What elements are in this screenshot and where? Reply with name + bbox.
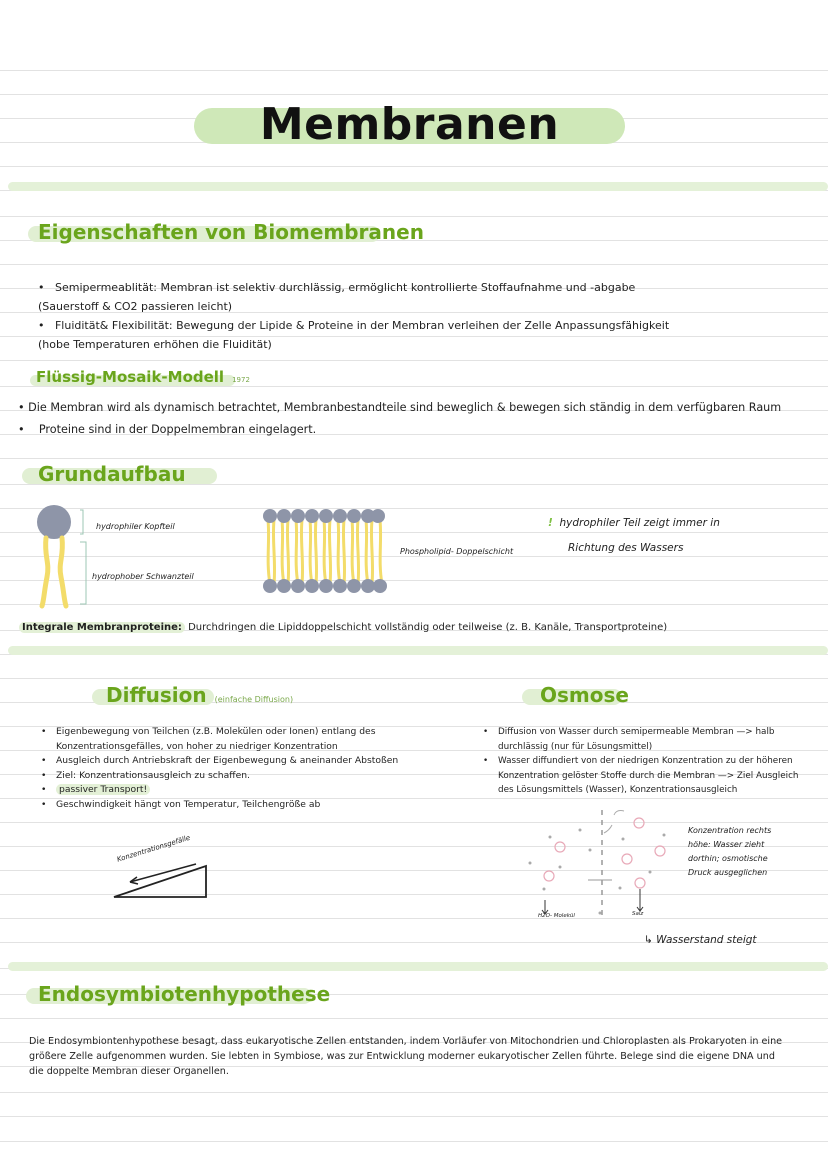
- arrow-return-icon: ↳: [644, 934, 653, 946]
- lipid-bilayer-icon: [260, 506, 390, 596]
- list-item-cont: (Sauerstoff & CO2 passieren leicht): [38, 300, 233, 313]
- osmosis-note: Konzentration rechts höhe: Wasser zieht dorthin; osmotische Druck ausgeglichen: [688, 826, 772, 877]
- label-water-molecule: H2O- Molekül: [538, 913, 575, 919]
- list-item: • Die Membran wird als dynamisch betrachtet, Membranbestandteile sind beweglich & bewegen sich ständig in dem verfügbaren Raum: [18, 401, 782, 414]
- water-level-note: ↳ Wasserstand steigt: [644, 934, 757, 946]
- list-item: • Fluidität& Flexibilität: Bewegung der Lipide & Proteine in der Membran verleihen der Zelle Anpassungsfähigkeit: [38, 319, 670, 332]
- integral-proteins: Integrale Membranproteine: Durchdringen die Lipiddoppelschicht vollständig oder teilweise (z. B. Kanäle, Transportproteine): [19, 621, 667, 635]
- diffusion-subheading: (einfache Diffusion): [214, 695, 294, 704]
- bilayer-note-line2: Richtung des Wassers: [568, 542, 684, 554]
- list-item: • Proteine sind in der Doppelmembran eingelagert.: [18, 423, 317, 436]
- list-item: • Diffusion von Wasser durch semipermeable Membran —> halb durchlässig (nur für Lösungsmittel): [480, 725, 798, 754]
- integral-term: Integrale Membranproteine:: [19, 622, 185, 633]
- heading-endosymbiont: Endosymbiotenhypothese: [38, 982, 331, 1006]
- list-item: • Ausgleich durch Antriebskraft der Eigenbewegung & aneinander Abstoßen: [38, 754, 398, 769]
- label-head: hydrophiler Kopfteil: [96, 522, 175, 531]
- osmose-list: [480, 725, 798, 798]
- bilayer-note: ! hydrophiler Teil zeigt immer in: [548, 517, 720, 529]
- label-tail: hydrophober Schwanzteil: [92, 572, 194, 581]
- exclamation-icon: !: [548, 517, 553, 529]
- mosaik-list: [18, 397, 781, 441]
- heading-eigenschaften: Eigenschaften von Biomembranen: [38, 220, 424, 244]
- list-item-cont: (hobe Temperaturen erhöhen die Fluidität): [38, 338, 272, 351]
- list-item: • Eigenbewegung von Teilchen (z.B. Molekülen oder Ionen) entlang des Konzentrationsgefälles, von hoher zu niedriger Konzentration: [38, 725, 398, 754]
- heading-fluessig-mosaik: Flüssig-Mosaik-Modell 1972: [36, 368, 250, 386]
- endosymbiont-text: Die Endosymbiontenhypothese besagt, dass eukaryotische Zellen entstanden, indem Vorläufer von Mitochondrien und Chloroplasten als Prokaryoten in eine größere Zelle aufgenommen wurden. Sie lebten in Symbiose, was zur Entwicklung moderner eukaryotischer Zellen führte. Belege sind die eigene DNA und die doppelte Membran dieser Organellen.: [29, 1036, 783, 1077]
- label-bilayer: Phospholipid- Doppelschicht: [400, 547, 514, 556]
- year-note: 1972: [232, 376, 250, 384]
- list-item: • Ziel: Konzentrationsausgleich zu schaffen.: [38, 769, 398, 784]
- list-item: [38, 783, 398, 798]
- list-item: • Wasser diffundiert von der niedrigen Konzentration zu der höheren Konzentration gelöster Stoffe durch die Membran —> Ziel Ausgleich des Lösungsmittels (Wasser), Konzentrationsausgleich: [480, 754, 798, 798]
- phospholipid-icon: [30, 502, 100, 610]
- heading-osmose: Osmose: [540, 683, 629, 707]
- label-salt: Salz: [632, 911, 644, 917]
- heading-grundaufbau: Grundaufbau: [38, 462, 186, 486]
- list-item: • Geschwindigkeit hängt von Temperatur, Teilchengröße ab: [38, 798, 398, 813]
- osmosis-diagram-icon: [520, 805, 690, 925]
- heading-diffusion: Diffusion (einfache Diffusion): [106, 683, 294, 707]
- list-item: • Semipermeablität: Membran ist selektiv durchlässig, ermöglicht kontrollierte Stoffaufnahme und -abgabe: [38, 281, 636, 294]
- gradient-label: Konzentrationsgefälle: [116, 833, 192, 864]
- section-divider: [8, 646, 828, 655]
- passive-transport-highlight: passiver Transport!: [56, 784, 150, 795]
- eigenschaften-list: [38, 278, 669, 354]
- section-divider: [8, 182, 828, 191]
- section-divider: [8, 962, 828, 971]
- diffusion-list: [38, 725, 398, 812]
- page-title: Membranen: [259, 99, 560, 150]
